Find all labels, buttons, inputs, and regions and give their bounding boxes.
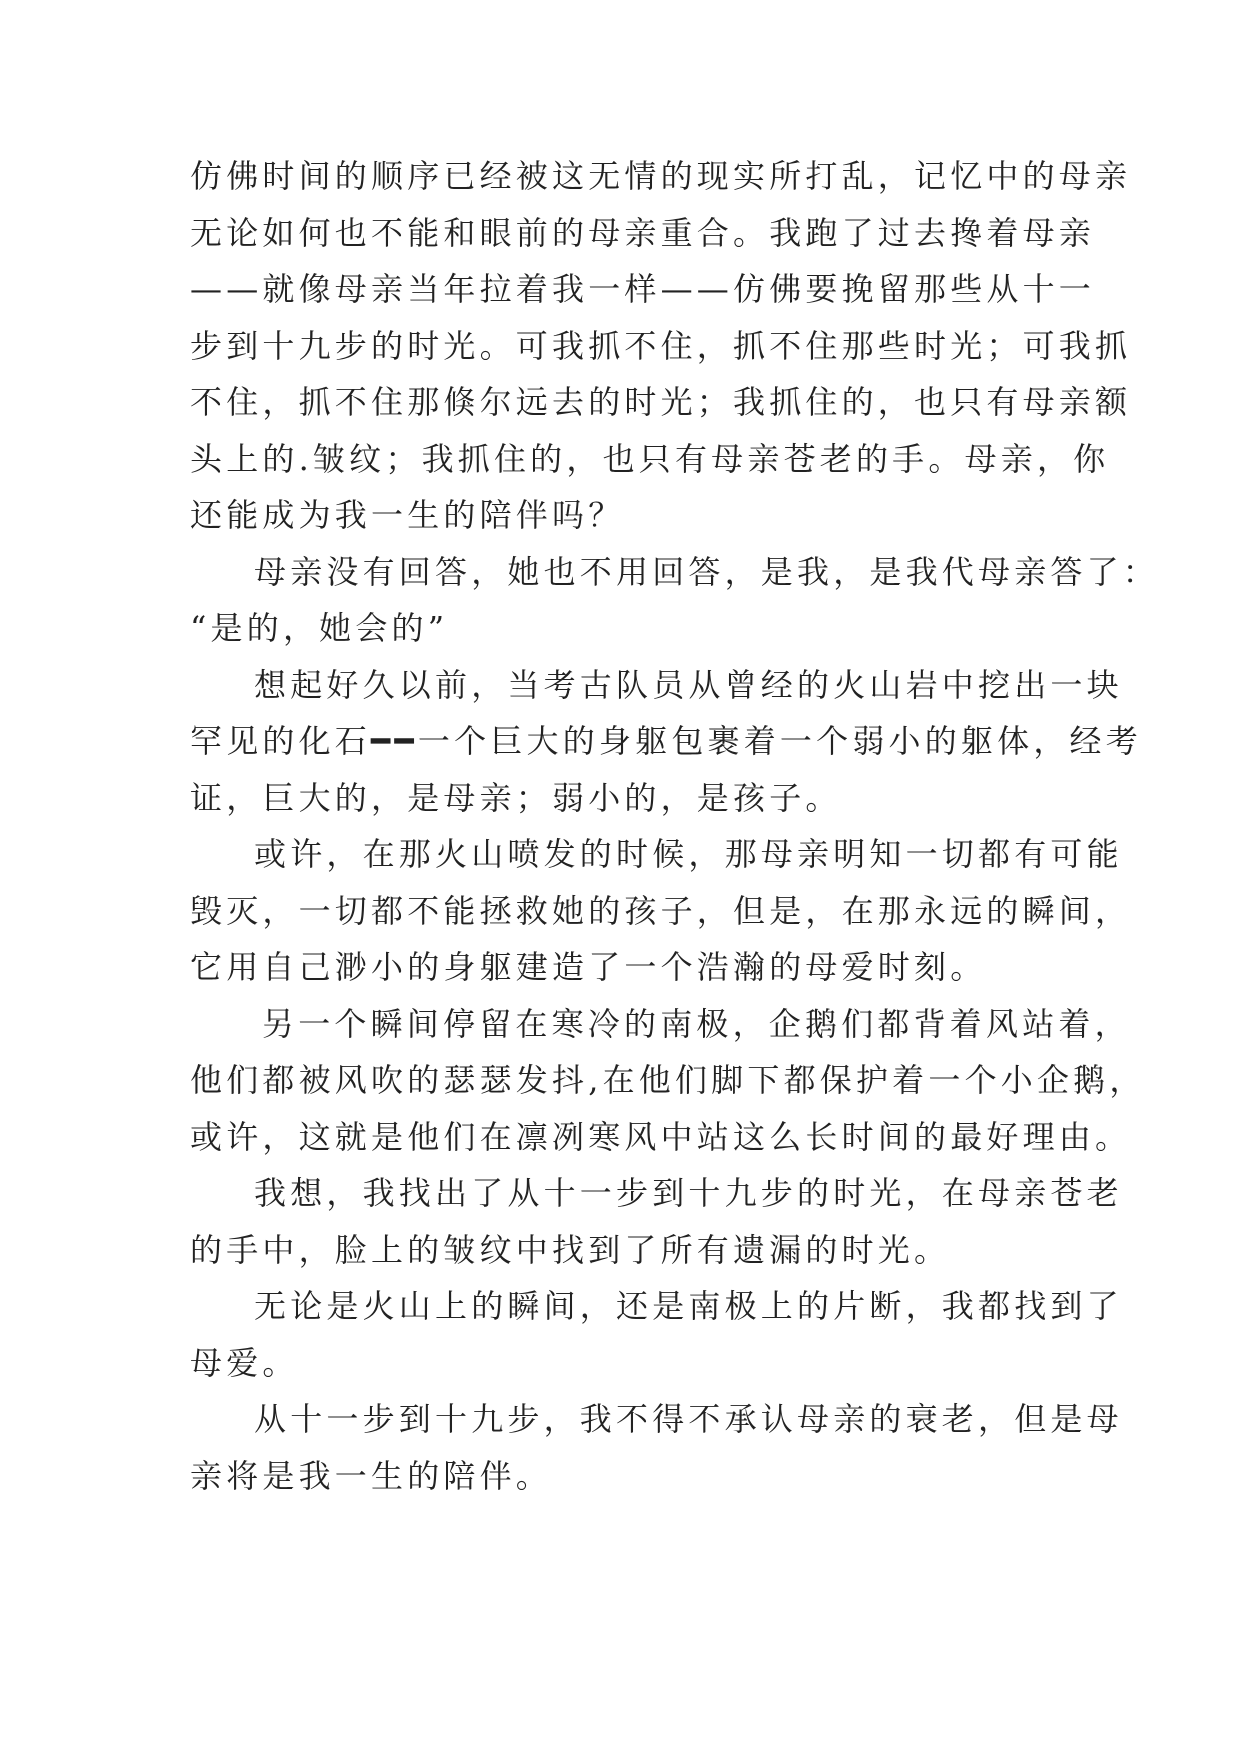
text-line: 仿佛时间的顺序已经被这无情的现实所打乱，记忆中的母亲: [190, 157, 1132, 195]
text-line: 无论如何也不能和眼前的母亲重合。我跑了过去搀着母亲: [190, 213, 1096, 252]
paragraph-start-line: 另一个瞬间停留在寒冷的南极，企鹅们都背着风站着，: [262, 1004, 1131, 1043]
text-line: ——就像母亲当年拉着我一样——仿佛要挽留那些从十一: [190, 270, 1096, 308]
text-line: 不住，抓不住那倏尔远去的时光；我抓住的，也只有母亲额: [190, 383, 1132, 421]
paragraph-start-line: 无论是火山上的瞬间，还是南极上的片断，我都找到了: [254, 1287, 1123, 1325]
paragraph-start-line: 想起好久以前，当考古队员从曾经的火山岩中挖出一块: [254, 665, 1123, 704]
text-line: 罕见的化石━━一个巨大的身躯包裹着一个弱小的躯体，经考: [190, 722, 1142, 760]
paragraph-start-line: 母亲没有回答，她也不用回答，是我，是我代母亲答了：: [254, 552, 1160, 591]
text-line: 毁灭，一切都不能拯救她的孩子，但是，在那永远的瞬间，: [190, 891, 1132, 930]
paragraph-start-line: 从十一步到十九步，我不得不承认母亲的衰老，但是母: [254, 1400, 1123, 1438]
document-body: [190, 148, 1160, 1504]
paragraph-start-line: 或许，在那火山喷发的时候，那母亲明知一切都有可能: [254, 835, 1123, 873]
text-line: 它用自己渺小的身躯建造了一个浩瀚的母爱时刻。: [190, 948, 987, 986]
text-line: 母爱。: [190, 1343, 299, 1382]
text-line: 他们都被风吹的瑟瑟发抖,在他们脚下都保护着一个小企鹅，: [190, 1061, 1146, 1099]
text-line: 步到十九步的时光。可我抓不住，抓不住那些时光；可我抓: [190, 326, 1132, 365]
text-line: 证，巨大的，是母亲；弱小的，是孩子。: [190, 778, 842, 817]
text-line: 或许，这就是他们在凛冽寒风中站这么长时间的最好理由。: [190, 1117, 1132, 1156]
text-line: 的手中，脸上的皱纹中找到了所有遗漏的时光。: [190, 1230, 951, 1269]
text-line: 头上的.皱纹；我抓住的，也只有母亲苍老的手。母亲，你: [190, 439, 1110, 478]
text-line: 亲将是我一生的陪伴。: [190, 1456, 553, 1495]
text-line: “是的，她会的”: [190, 609, 449, 647]
paragraph-start-line: 我想，我找出了从十一步到十九步的时光，在母亲苍老: [254, 1174, 1123, 1212]
text-line: 还能成为我一生的陪伴吗？: [190, 496, 625, 534]
